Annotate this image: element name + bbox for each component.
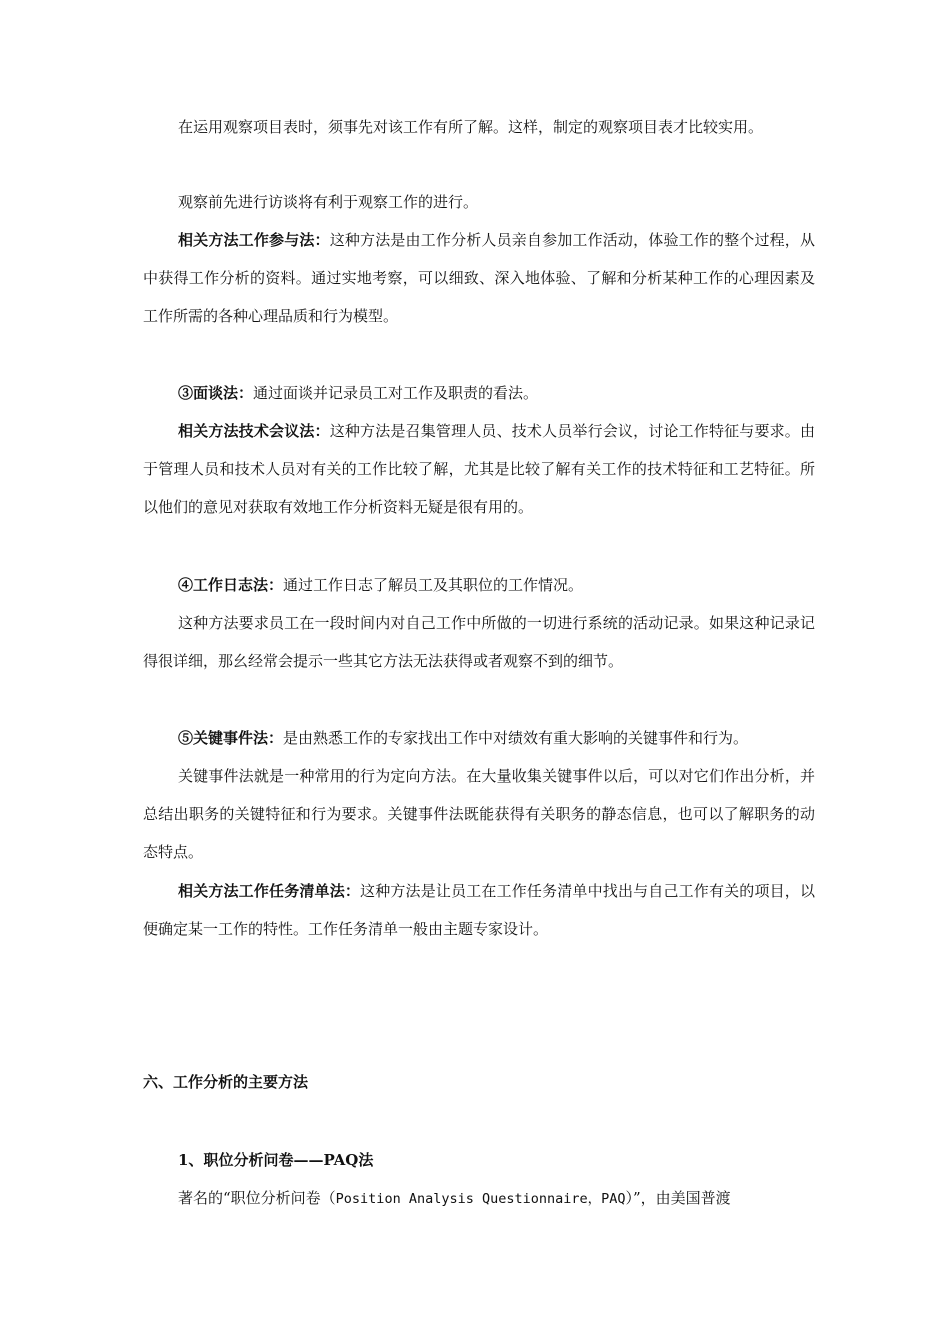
paragraph-text: 通过面谈并记录员工对工作及职责的看法。 (253, 384, 539, 402)
paragraph-text: 这种方法是召集管理人员、技术人员举行会议，讨论工作特征与要求。由于管理人员和技术人员对有关的工作比较了解，尤其是比较了解有关工作的技术特征和工艺特征。所以他们的意见对获取有效地工作分析资料无疑是很有用的。 (143, 422, 815, 516)
paragraph-paq-intro (143, 1179, 815, 1218)
method-label: 相关方法工作参与法： (178, 231, 330, 249)
method-label: 相关方法技术会议法： (178, 422, 330, 440)
paragraph-work-log-method (143, 566, 815, 604)
paragraph-text-suffix: ）”，由美国普渡 (625, 1189, 731, 1207)
paragraph-participation-method (143, 221, 815, 335)
subsection-title: 职位分析问卷——PAQ法 (203, 1151, 374, 1169)
paragraph-text: 在运用观察项目表时，须事先对该工作有所了解。这样，制定的观察项目表才比较实用。 (178, 118, 764, 136)
method-label: ③面谈法： (178, 384, 254, 402)
paragraph-text: 这种方法是让员工在工作任务清单中找出与自己工作有关的项目，以便确定某一工作的特性。工作任务清单一般由主题专家设计。 (143, 882, 815, 938)
paragraph-text: 这种方法要求员工在一段时间内对自己工作中所做的一切进行系统的活动记录。如果这种记录记得很详细，那幺经常会提示一些其它方法无法获得或者观察不到的细节。 (143, 614, 815, 670)
paragraph-text: 这种方法是由工作分析人员亲自参加工作活动，体验工作的整个过程，从中获得工作分析的资料。通过实地考察，可以细致、深入地体验、了解和分析某种工作的心理因素及工作所需的各种心理品质和行为模型。 (143, 231, 815, 325)
paragraph-text-prefix: 著名的“职位分析问卷（ (178, 1189, 336, 1207)
paragraph-technical-meeting-method (143, 412, 815, 526)
method-label: ④工作日志法： (178, 576, 284, 594)
subsection-number: 1、 (178, 1151, 204, 1169)
subsection-heading (178, 1145, 373, 1175)
paragraph-text-latin: Position Analysis Questionnaire，PAQ (335, 1191, 626, 1207)
method-label: 相关方法工作任务清单法： (178, 882, 361, 900)
paragraph-interview-method (143, 374, 815, 412)
paragraph-text: 观察前先进行访谈将有利于观察工作的进行。 (178, 193, 479, 211)
method-label: ⑤关键事件法： (178, 729, 284, 747)
paragraph-observation-checklist (143, 108, 815, 146)
paragraph-text: 关键事件法就是一种常用的行为定向方法。在大量收集关键事件以后，可以对它们作出分析，并总结出职务的关键特征和行为要求。关键事件法既能获得有关职务的静态信息，也可以了解职务的动态特点。 (143, 767, 815, 861)
section-heading: 六、工作分析的主要方法 (143, 1073, 309, 1091)
paragraph-critical-incident-details (143, 757, 815, 871)
paragraph-text: 是由熟悉工作的专家找出工作中对绩效有重大影响的关键事件和行为。 (283, 729, 749, 747)
paragraph-task-inventory-method (143, 872, 815, 948)
paragraph-critical-incident-method (143, 719, 815, 757)
paragraph-text: 通过工作日志了解员工及其职位的工作情况。 (283, 576, 584, 594)
paragraph-work-log-details (143, 604, 815, 680)
paragraph-interview-before-observation (143, 183, 815, 221)
